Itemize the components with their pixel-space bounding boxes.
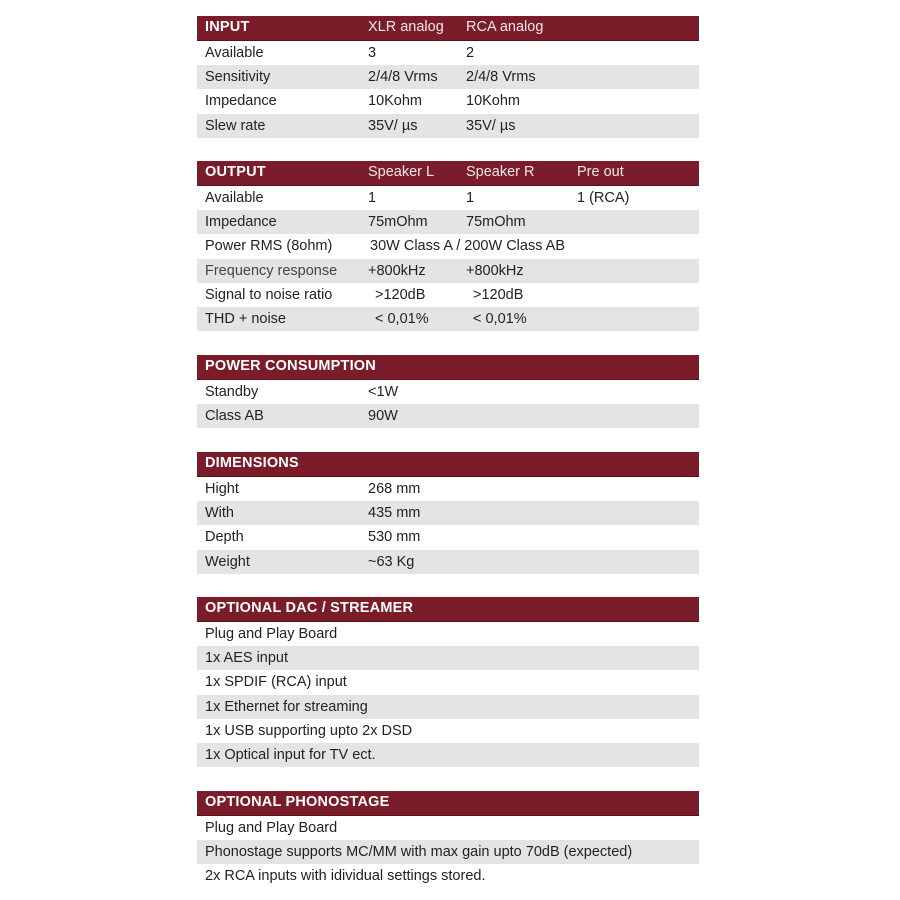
list-item-text: 2x RCA inputs with idividual settings stored. <box>205 868 486 885</box>
list-item <box>197 719 699 743</box>
list-item-text: 1x USB supporting upto 2x DSD <box>205 722 413 739</box>
row-label: Standby <box>205 384 259 400</box>
row-label: Signal to noise ratio <box>205 286 333 303</box>
table-row <box>197 501 699 525</box>
table-row <box>197 283 699 307</box>
dac-title: OPTIONAL DAC / STREAMER <box>205 600 414 616</box>
dac-section <box>197 597 699 767</box>
row-label: Available <box>205 190 264 206</box>
output-title: OUTPUT <box>205 164 266 180</box>
table-row <box>197 89 699 113</box>
row-value: 435 mm <box>368 505 421 522</box>
table-row <box>197 41 699 65</box>
dimensions-header <box>197 452 699 477</box>
list-item-text: Phonostage supports MC/MM with max gain upto 70dB (expected) <box>205 844 633 861</box>
row-value: 1 <box>368 190 377 206</box>
row-label: Impedance <box>205 214 277 231</box>
row-value: 2 <box>466 45 475 61</box>
row-value: 30W Class A / 200W Class AB <box>370 238 566 255</box>
phono-title: OPTIONAL PHONOSTAGE <box>205 794 390 810</box>
row-value: 75mOhm <box>466 214 526 231</box>
row-value: < 0,01% <box>473 310 527 327</box>
row-label: Weight <box>205 553 250 570</box>
list-item-text: 1x SPDIF (RCA) input <box>205 674 347 691</box>
output-col-pre-out: Pre out <box>577 164 624 180</box>
list-item-text: 1x AES input <box>205 650 289 667</box>
table-row <box>197 380 699 404</box>
row-label: Impedance <box>205 93 277 110</box>
table-row <box>197 307 699 331</box>
table-row <box>197 550 699 574</box>
row-value: 3 <box>368 45 377 61</box>
row-label: Hight <box>205 481 239 497</box>
list-item <box>197 695 699 719</box>
row-label: Slew rate <box>205 117 266 134</box>
list-item <box>197 816 699 840</box>
input-col-xlr: XLR analog <box>368 19 444 35</box>
row-value: ~63 Kg <box>368 553 415 570</box>
dac-header <box>197 597 699 622</box>
output-section <box>197 161 699 331</box>
power-section <box>197 355 699 428</box>
row-value: 35V/ µs <box>466 117 516 134</box>
list-item-text: 1x Ethernet for streaming <box>205 698 368 715</box>
list-item <box>197 670 699 694</box>
list-item-text: Plug and Play Board <box>205 626 338 642</box>
row-label: Available <box>205 45 264 61</box>
input-header <box>197 16 699 41</box>
table-row <box>197 259 699 283</box>
row-value: 1 (RCA) <box>577 190 630 206</box>
input-section <box>197 16 699 138</box>
input-title: INPUT <box>205 19 250 35</box>
list-item <box>197 840 699 864</box>
table-row <box>197 186 699 210</box>
row-value: 2/4/8 Vrms <box>368 69 438 86</box>
list-item <box>197 743 699 767</box>
table-row <box>197 234 699 258</box>
row-value: +800kHz <box>368 262 426 279</box>
row-value: 75mOhm <box>368 214 428 231</box>
output-col-speaker-r: Speaker R <box>466 164 535 180</box>
row-value: >120dB <box>473 286 524 303</box>
table-row <box>197 210 699 234</box>
row-value: 1 <box>466 190 475 206</box>
list-item <box>197 864 699 888</box>
row-label: Class AB <box>205 408 264 425</box>
power-header <box>197 355 699 380</box>
dimensions-title: DIMENSIONS <box>205 455 299 471</box>
output-header <box>197 161 699 186</box>
row-label: Frequency response <box>205 262 338 279</box>
table-row <box>197 404 699 428</box>
row-label: Sensitivity <box>205 69 271 86</box>
row-label: THD + noise <box>205 310 286 327</box>
table-row <box>197 525 699 549</box>
table-row <box>197 65 699 89</box>
list-item <box>197 646 699 670</box>
row-label: Depth <box>205 529 244 546</box>
list-item <box>197 622 699 646</box>
row-value: 10Kohm <box>466 93 521 110</box>
row-label: With <box>205 505 234 522</box>
row-value: 90W <box>368 408 398 425</box>
output-col-speaker-l: Speaker L <box>368 164 435 180</box>
list-item-text: Plug and Play Board <box>205 820 338 836</box>
row-value: 268 mm <box>368 481 421 497</box>
row-value: 530 mm <box>368 529 421 546</box>
row-value: 10Kohm <box>368 93 423 110</box>
phono-section <box>197 791 699 889</box>
input-col-rca: RCA analog <box>466 19 544 35</box>
row-value: 2/4/8 Vrms <box>466 69 536 86</box>
table-row <box>197 477 699 501</box>
row-value: 35V/ µs <box>368 117 418 134</box>
table-row <box>197 114 699 138</box>
list-item-text: 1x Optical input for TV ect. <box>205 746 376 763</box>
row-value: < 0,01% <box>375 310 429 327</box>
phono-header <box>197 791 699 816</box>
row-value: <1W <box>368 384 399 400</box>
row-label: Power RMS (8ohm) <box>205 238 333 255</box>
dimensions-section <box>197 452 699 574</box>
power-title: POWER CONSUMPTION <box>205 358 376 374</box>
row-value: +800kHz <box>466 262 524 279</box>
row-value: >120dB <box>375 286 426 303</box>
